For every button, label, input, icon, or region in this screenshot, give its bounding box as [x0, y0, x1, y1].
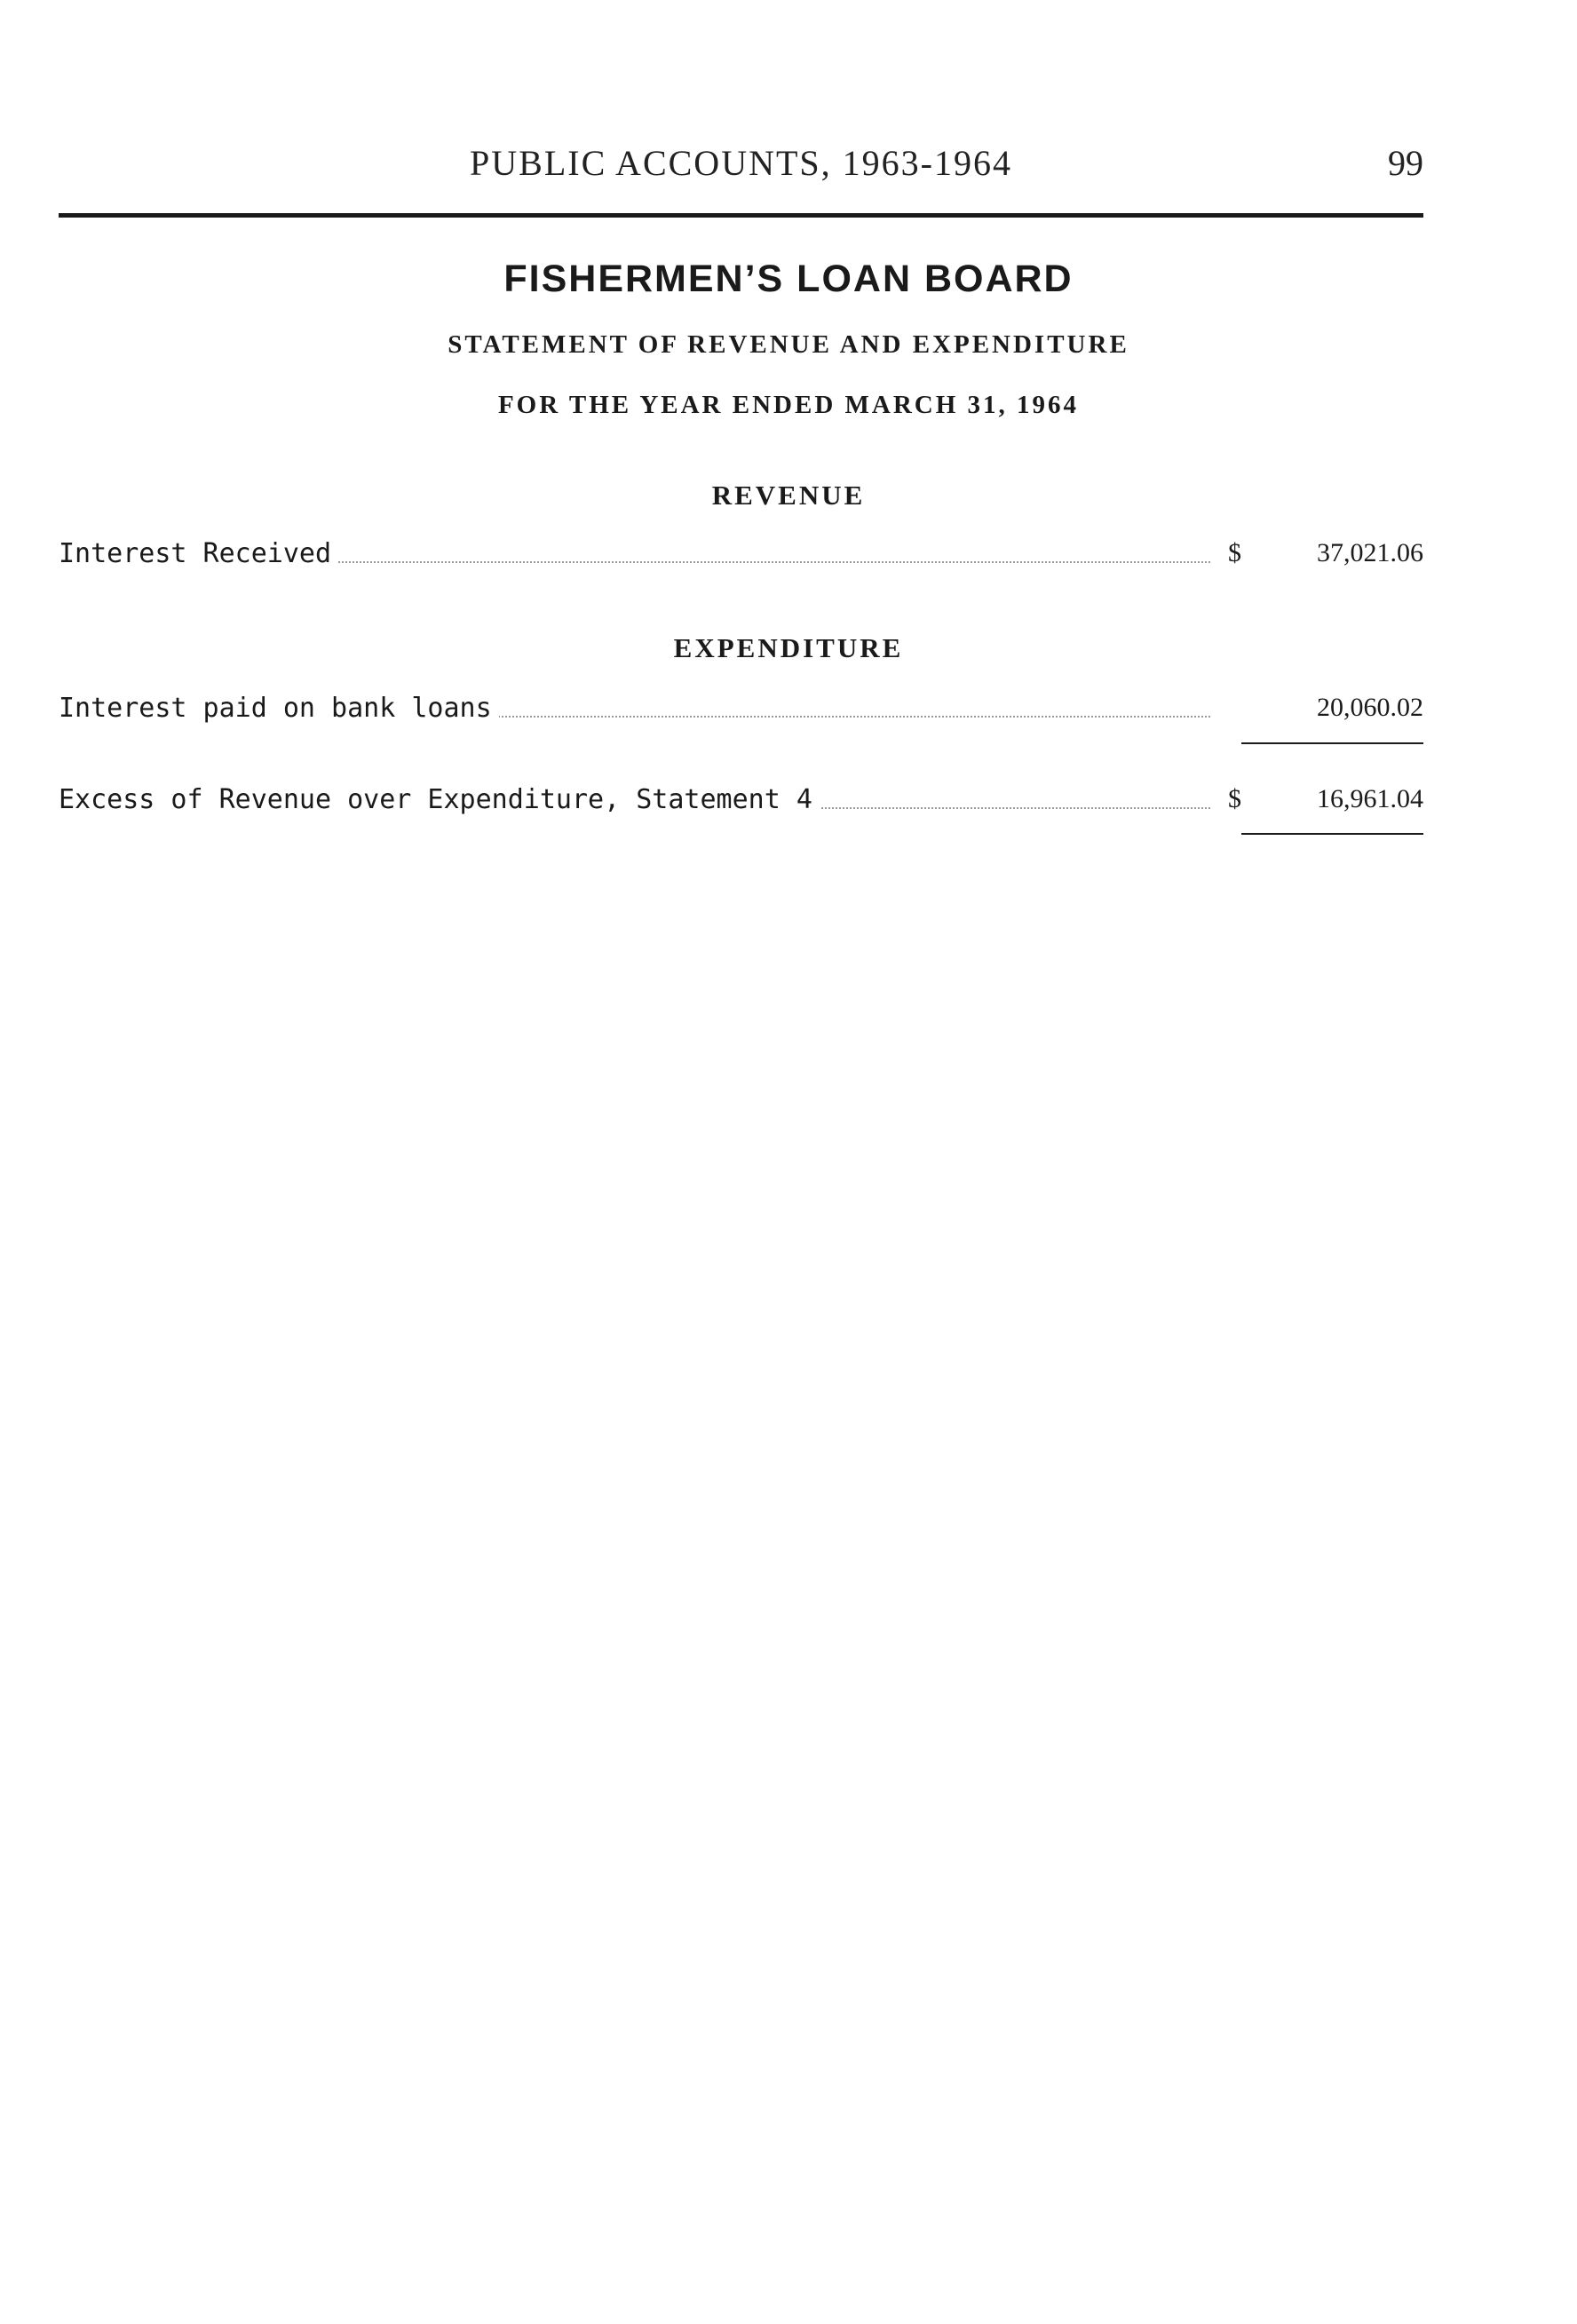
- header-rule: [59, 213, 1423, 218]
- line-label: Interest paid on bank loans: [59, 693, 499, 724]
- running-header: [59, 142, 1423, 195]
- revenue-line-interest-received: [59, 538, 1423, 577]
- currency-symbol: $: [1228, 784, 1241, 813]
- statement-subtitle: STATEMENT OF REVENUE AND EXPENDITURE: [448, 330, 1129, 359]
- page-number: 99: [1388, 143, 1423, 183]
- line-amount: 37,021.06: [1317, 538, 1423, 567]
- excess-line: [59, 784, 1423, 823]
- statement-period: FOR THE YEAR ENDED MARCH 31, 1964: [497, 391, 1080, 419]
- running-title: PUBLIC ACCOUNTS, 1963-1964: [470, 143, 1012, 183]
- line-label: Excess of Revenue over Expenditure, Statement 4: [59, 784, 820, 815]
- total-rule: [1241, 833, 1423, 835]
- subtotal-rule: [1241, 742, 1423, 744]
- line-amount: 20,060.02: [1317, 693, 1423, 722]
- statement-title: FISHERMEN’S LOAN BOARD: [503, 258, 1074, 300]
- revenue-heading: REVENUE: [711, 480, 866, 511]
- currency-symbol: $: [1228, 538, 1241, 567]
- expenditure-heading: EXPENDITURE: [673, 632, 904, 663]
- line-amount: 16,961.04: [1317, 784, 1423, 813]
- line-label: Interest Received: [59, 538, 338, 569]
- expenditure-line-bank-interest: [59, 693, 1423, 732]
